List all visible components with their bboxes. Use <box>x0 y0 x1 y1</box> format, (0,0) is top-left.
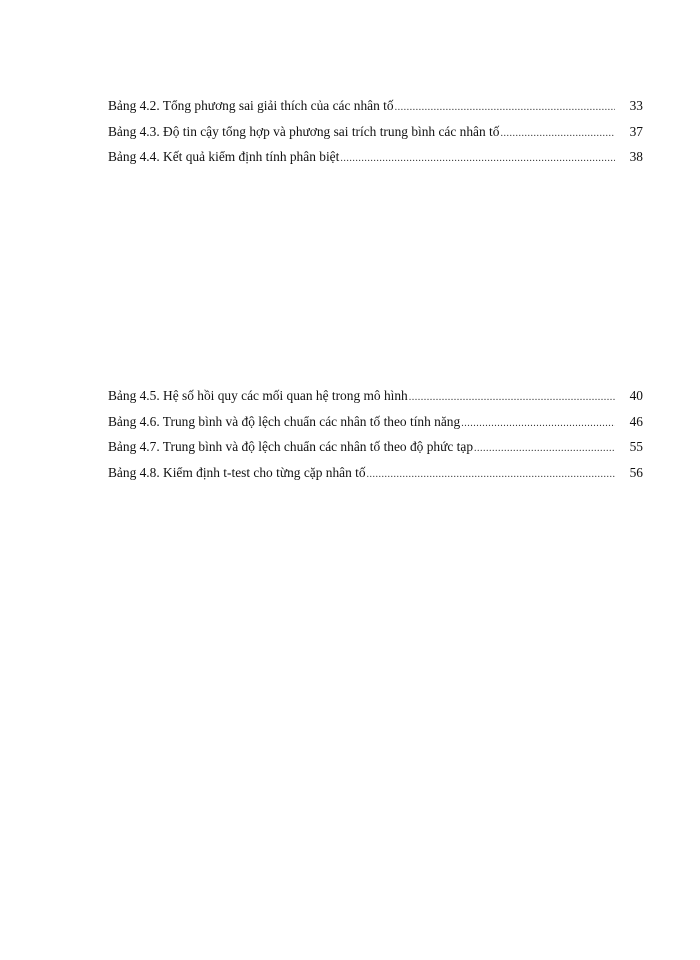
toc-entry-page: 55 <box>629 439 643 454</box>
toc-entry-page: 40 <box>629 388 643 403</box>
toc-entry-page: 38 <box>629 149 643 164</box>
toc-entry-title: Bảng 4.5. Hệ số hồi quy các mối quan hệ trong mô hình <box>108 388 408 403</box>
toc-entry-title: Bảng 4.3. Độ tin cậy tổng hợp và phương sai trích trung bình các nhân tố <box>108 123 500 139</box>
toc-entry-table-4-6[interactable] <box>108 409 643 435</box>
toc-entry-table-4-7[interactable] <box>108 434 643 460</box>
toc-entry-table-4-4[interactable] <box>108 144 643 170</box>
table-list-group-2 <box>108 383 643 485</box>
dot-leader <box>409 385 615 411</box>
toc-entry-table-4-8[interactable] <box>108 460 643 486</box>
toc-entry-page: 46 <box>629 413 643 429</box>
toc-entry-page: 56 <box>629 464 643 480</box>
toc-entry-title: Bảng 4.8. Kiểm định t-test cho từng cặp nhân tố <box>108 464 366 480</box>
table-list-group-1 <box>108 93 643 170</box>
dot-leader <box>395 95 615 121</box>
toc-entry-table-4-5[interactable] <box>108 383 643 409</box>
toc-entry-title: Bảng 4.2. Tổng phương sai giải thích của các nhân tố <box>108 98 394 113</box>
dot-leader <box>500 121 615 147</box>
toc-entry-title: Bảng 4.6. Trung bình và độ lệch chuẩn các nhân tố theo tính năng <box>108 413 461 429</box>
toc-entry-title: Bảng 4.7. Trung bình và độ lệch chuẩn các nhân tố theo độ phức tạp <box>108 439 474 454</box>
dot-leader <box>474 436 615 462</box>
dot-leader <box>461 411 615 437</box>
toc-entry-page: 37 <box>629 123 643 139</box>
toc-entry-title: Bảng 4.4. Kết quả kiểm định tính phân biệt <box>108 149 340 164</box>
toc-entry-page: 33 <box>629 98 643 113</box>
toc-entry-table-4-2[interactable] <box>108 93 643 119</box>
dot-leader <box>367 462 615 488</box>
dot-leader <box>340 146 615 172</box>
toc-entry-table-4-3[interactable] <box>108 119 643 145</box>
